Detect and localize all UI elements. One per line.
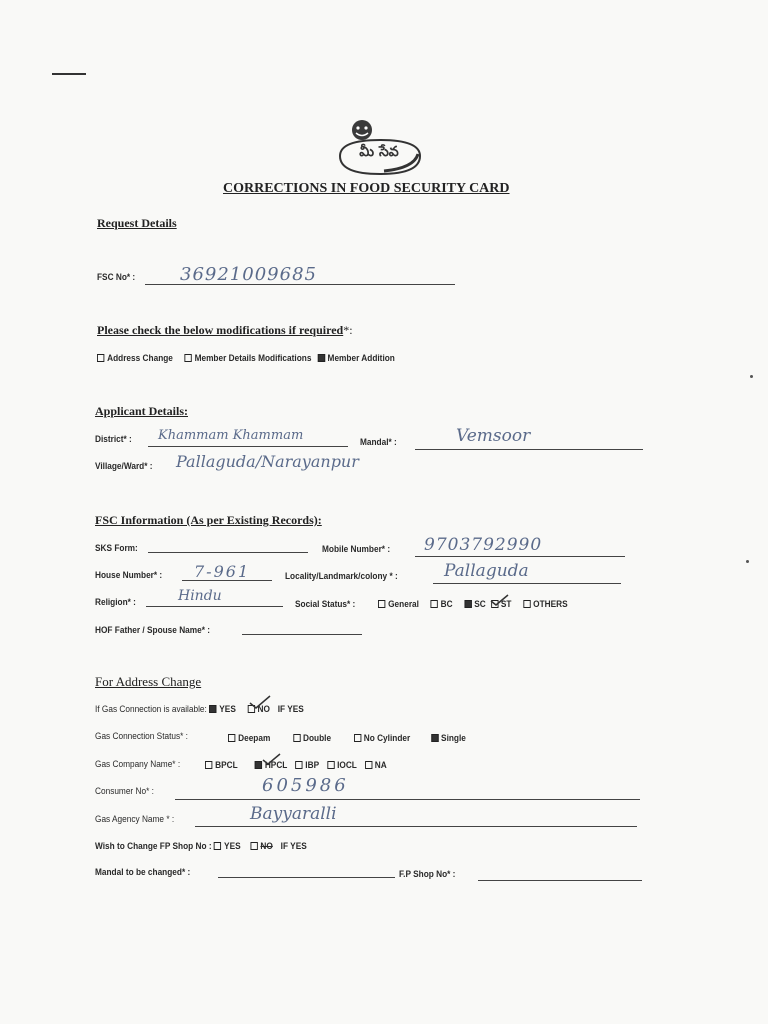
required-asterisk: *:	[343, 323, 353, 337]
gas-agency-value[interactable]: Bayyaralli	[250, 804, 337, 824]
consumer-no-label: Consumer No* :	[95, 786, 154, 796]
house-number-label: House Number* :	[95, 570, 163, 580]
logo-text: మీ సేవ	[359, 144, 399, 160]
fp-no-option[interactable]	[250, 841, 273, 851]
option-label: YES	[224, 841, 241, 851]
status-no-cylinder[interactable]	[354, 733, 411, 743]
checkbox-checked-icon[interactable]	[209, 705, 216, 713]
gas-status-label: Gas Connection Status* :	[95, 731, 188, 741]
fp-shop-label: F.P Shop No* :	[399, 869, 456, 879]
fsc-no-value[interactable]: 36921009685	[180, 264, 317, 285]
checkbox-icon[interactable]	[327, 761, 334, 769]
sks-form-line	[148, 552, 308, 553]
checkbox-icon[interactable]	[365, 761, 372, 769]
fp-change-label: Wish to Change FP Shop No :	[95, 841, 212, 851]
option-label: ST	[500, 599, 512, 609]
modifications-options	[97, 353, 404, 363]
social-bc[interactable]	[430, 599, 452, 609]
mobile-line	[415, 556, 625, 557]
option-member-details[interactable]	[184, 353, 311, 363]
option-label: Member Addition	[327, 353, 395, 363]
consumer-no-line	[175, 799, 640, 800]
option-label: HPCL	[264, 760, 288, 770]
status-double[interactable]	[293, 733, 331, 743]
scan-speck	[746, 560, 749, 563]
sks-form-label: SKS Form:	[95, 543, 138, 553]
company-bpcl[interactable]	[205, 760, 238, 770]
checkbox-icon[interactable]	[295, 761, 302, 769]
consumer-no-value[interactable]: 605986	[262, 775, 349, 796]
gas-connection-row	[95, 704, 304, 714]
gas-agency-line	[195, 826, 637, 827]
scan-speck	[750, 375, 753, 378]
fp-shop-line	[478, 880, 642, 881]
district-label: District* :	[95, 434, 132, 444]
mandal-change-line	[218, 877, 395, 878]
checkbox-checked-icon[interactable]	[317, 354, 324, 362]
option-label: Deepam	[238, 733, 271, 743]
applicant-details-heading: Applicant Details:	[95, 404, 188, 418]
option-label: Address Change	[107, 353, 173, 363]
checkbox-checked-icon[interactable]	[255, 761, 262, 769]
social-sc[interactable]	[464, 599, 486, 609]
social-status-options	[378, 599, 577, 609]
mandal-label: Mandal* :	[360, 437, 397, 447]
checkbox-checked-icon[interactable]	[464, 600, 471, 608]
checkbox-icon[interactable]	[250, 842, 257, 850]
option-address-change[interactable]	[97, 353, 173, 363]
locality-value[interactable]: Pallaguda	[444, 561, 529, 581]
hof-label: HOF Father / Spouse Name* :	[95, 625, 211, 635]
modifications-heading-text: Please check the below modifications if required	[97, 323, 344, 337]
gas-status-options	[228, 733, 475, 743]
gas-company-options	[205, 760, 396, 770]
checkbox-icon[interactable]	[430, 600, 437, 608]
fp-change-row	[95, 841, 307, 851]
checkbox-checked-icon[interactable]	[431, 734, 438, 742]
gas-yes-option[interactable]	[209, 704, 236, 714]
religion-label: Religion* :	[95, 597, 136, 607]
company-ibp[interactable]	[295, 760, 319, 770]
mobile-value[interactable]: 9703792990	[424, 535, 543, 555]
option-label: BC	[440, 599, 453, 609]
mobile-label: Mobile Number* :	[322, 544, 391, 554]
checkbox-icon[interactable]	[293, 734, 300, 742]
gas-company-label: Gas Company Name* :	[95, 759, 181, 769]
gas-agency-label: Gas Agency Name * :	[95, 814, 175, 824]
fp-yes-option[interactable]	[214, 841, 241, 851]
checkbox-icon[interactable]	[184, 354, 191, 362]
mandal-change-label: Mandal to be changed* :	[95, 867, 191, 877]
house-number-value[interactable]: 7-961	[194, 562, 251, 581]
village-value[interactable]: Pallaguda/Narayanpur	[176, 452, 359, 471]
checkbox-icon[interactable]	[228, 734, 235, 742]
option-label: OTHERS	[533, 599, 568, 609]
gas-connection-label: If Gas Connection is available:	[95, 704, 207, 714]
option-label: IOCL	[337, 760, 357, 770]
checkbox-icon[interactable]	[214, 842, 221, 850]
social-status-label: Social Status* :	[295, 599, 356, 609]
option-label: No Cylinder	[363, 733, 411, 743]
option-label: SC	[474, 599, 486, 609]
option-label: Member Details Modifications	[194, 353, 312, 363]
religion-line	[146, 606, 283, 607]
meeseva-logo	[334, 116, 426, 178]
option-label: Double	[303, 733, 332, 743]
fsc-no-label: FSC No* :	[97, 272, 136, 282]
option-label: NA	[374, 760, 387, 770]
status-single[interactable]	[431, 733, 466, 743]
check-mark-icon	[490, 593, 510, 607]
check-mark-icon	[248, 694, 272, 710]
fsc-info-heading: FSC Information (As per Existing Records):	[95, 513, 322, 527]
district-line	[148, 446, 348, 447]
option-label: Single	[441, 733, 466, 743]
checkbox-icon[interactable]	[205, 761, 212, 769]
check-mark-icon	[262, 752, 282, 766]
mandal-line	[415, 449, 643, 450]
checkbox-icon[interactable]	[378, 600, 385, 608]
pen-mark	[52, 73, 86, 75]
form-title: CORRECTIONS IN FOOD SECURITY CARD	[223, 181, 510, 196]
option-label: General	[388, 599, 419, 609]
social-others[interactable]	[523, 599, 568, 609]
locality-label: Locality/Landmark/colony * :	[285, 571, 398, 581]
company-na[interactable]	[365, 760, 387, 770]
locality-line	[433, 583, 621, 584]
option-label: NO	[260, 841, 273, 851]
status-deepam[interactable]	[228, 733, 270, 743]
option-member-addition[interactable]	[317, 353, 394, 363]
village-label: Village/Ward* :	[95, 461, 153, 471]
request-details-heading: Request Details	[97, 216, 177, 230]
option-label: NO	[257, 704, 270, 714]
checkbox-icon[interactable]	[354, 734, 361, 742]
address-change-heading: For Address Change	[95, 674, 202, 689]
district-value[interactable]: Khammam Khammam	[158, 428, 304, 443]
checkbox-icon[interactable]	[523, 600, 530, 608]
option-label: BPCL	[215, 760, 238, 770]
gas-ifyes-text: IF YES	[277, 704, 304, 714]
option-label: YES	[219, 704, 236, 714]
checkbox-icon[interactable]	[97, 354, 104, 362]
fp-ifyes-text: IF YES	[280, 841, 307, 851]
social-general[interactable]	[378, 599, 419, 609]
option-label: IBP	[305, 760, 320, 770]
hof-line	[242, 634, 362, 635]
modifications-heading	[97, 323, 353, 338]
mandal-value[interactable]: Vemsoor	[456, 426, 531, 446]
religion-value[interactable]: Hindu	[178, 588, 222, 604]
company-iocl[interactable]	[327, 760, 357, 770]
